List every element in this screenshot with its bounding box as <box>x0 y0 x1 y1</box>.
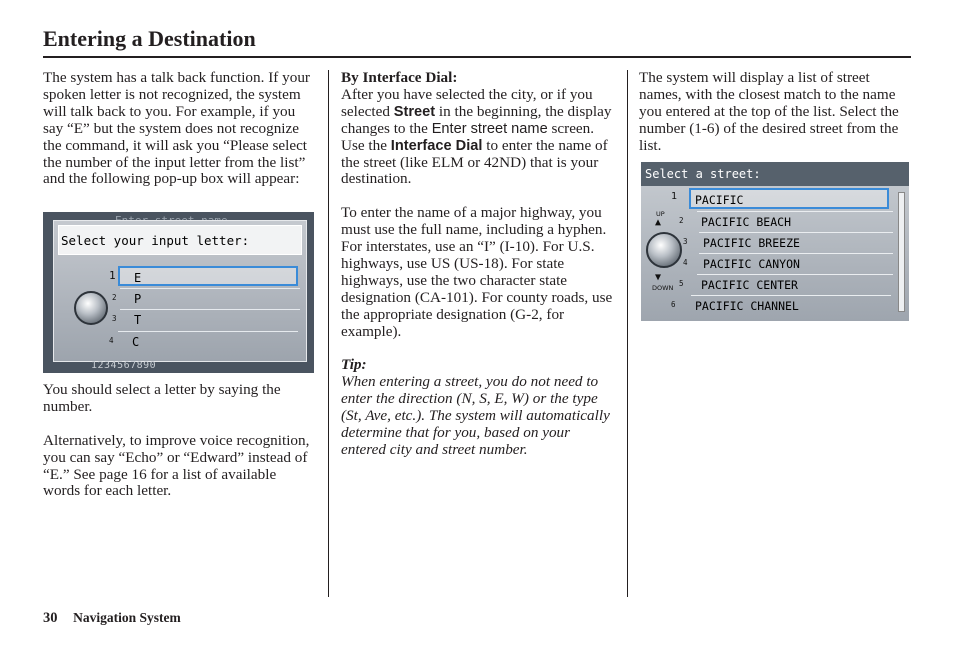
section-heading: By Interface Dial: <box>341 69 458 86</box>
list-item[interactable]: T <box>120 309 300 329</box>
letter-select-screenshot <box>43 212 314 373</box>
digits-row: 1234567890 <box>91 360 157 371</box>
interface-dial-icon <box>646 232 682 268</box>
popup-box <box>53 220 307 362</box>
list-item[interactable]: PACIFIC BEACH <box>697 211 893 232</box>
paragraph: Alternatively, to improve voice recognition, you can say “Echo” or “Edward” instead of “E.” See page 16 for a list of available words for each letter. <box>43 431 310 500</box>
ui-term: Street <box>393 103 436 120</box>
paragraph: The system has a talk back function. If your spoken letter is not recognized, the system will talk back to you. For example, if you say “E” but the system does not recognize the command, it will ask you “Please select the number of the input letter from the list” and the following pop-up box will appear: <box>43 69 310 188</box>
item-number: 3 <box>112 314 117 323</box>
ui-term: Interface Dial <box>390 137 483 154</box>
up-arrow-icon: ▲ <box>655 217 662 228</box>
column-1-lower <box>43 382 315 500</box>
page-title: Entering a Destination <box>43 26 256 51</box>
down-arrow-icon: ▼ <box>655 272 662 283</box>
item-number: 1 <box>671 191 678 202</box>
popup-header: Select your input letter: <box>58 225 302 255</box>
interface-dial-icon <box>74 291 108 325</box>
item-number: 2 <box>112 293 117 302</box>
item-number: 3 <box>683 237 688 246</box>
footer-section: Navigation System <box>73 610 181 625</box>
paragraph: You should select a letter by saying the number. <box>43 381 281 415</box>
item-number: 4 <box>683 258 688 267</box>
list-item[interactable]: P <box>120 288 300 308</box>
list-item-selected[interactable]: PACIFIC <box>689 188 889 209</box>
tip-text: When entering a street, you do not need to enter the direction (N, S, E, W) or the type (St, Ave, etc.). The system will automatically determine that for you, based on your entered city and street number. <box>341 373 610 458</box>
column-divider <box>328 70 329 597</box>
paragraph: To enter the name of a major highway, you must use the full name, including a hyphen. For interstates, use an “I” (I-10). For U.S. highways, use US (US-18). For state highways, use the two character state designation (CA-101). For county roads, use the appropriate designation (G-2, for example). <box>341 204 613 340</box>
paragraph: The system will display a list of street names, with the closest match to the name you entered at the top of the list. Select the number (1-6) of the desired street from the list. <box>639 69 899 154</box>
scrollbar[interactable] <box>898 192 905 312</box>
column-divider <box>627 70 628 597</box>
page-number: 30 <box>43 610 58 626</box>
item-number: 1 <box>109 269 116 282</box>
street-list <box>641 186 909 321</box>
street-select-screenshot <box>641 162 909 321</box>
tip-label: Tip: <box>341 356 367 374</box>
list-item[interactable]: PACIFIC CANYON <box>699 253 893 274</box>
ui-term: Enter street name <box>431 120 548 137</box>
up-label: UP <box>656 210 665 218</box>
paragraph: After you have selected the city, or if you selected Street in the beginning, the display changes to the Enter street name screen. Use the Interface Dial to enter the name of the street (like ELM or 42ND) that is your destination. <box>341 85 612 188</box>
column-3 <box>639 70 911 155</box>
column-1 <box>43 70 315 188</box>
item-number: 6 <box>671 300 676 309</box>
list-item[interactable]: PACIFIC BREEZE <box>699 232 893 253</box>
screen-header: Select a street: <box>641 162 909 186</box>
down-label: DOWN <box>652 284 674 292</box>
column-2 <box>341 70 613 459</box>
list-item[interactable]: C <box>118 331 298 351</box>
page-footer <box>43 610 181 627</box>
list-item-selected[interactable]: E <box>118 266 298 286</box>
title-rule <box>43 56 911 58</box>
item-number: 2 <box>679 216 684 225</box>
list-item[interactable]: PACIFIC CENTER <box>697 274 893 295</box>
item-number: 5 <box>679 279 684 288</box>
item-number: 4 <box>109 336 114 345</box>
list-item[interactable]: PACIFIC CHANNEL <box>691 295 891 316</box>
